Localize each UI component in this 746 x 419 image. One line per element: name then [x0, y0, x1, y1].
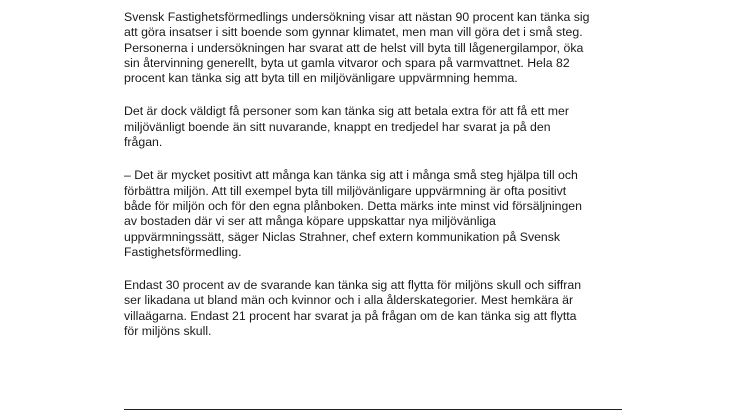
text-line: för miljöns skull. [124, 324, 212, 339]
text-line: förbättra miljön. Att till exempel byta till miljövänligare uppvärmning är ofta positivt [124, 183, 567, 198]
text-line: frågan. [124, 135, 163, 150]
paragraph-quote [124, 168, 650, 260]
text-line: Svensk Fastighetsförmedlings undersökning visar att nästan 90 procent kan tänka sig [124, 10, 590, 24]
text-line: ser likadana ut bland män och kvinnor och i alla ålderskategorier. Mest hemkära är [124, 293, 574, 308]
text-line: villaägarna. Endast 21 procent har svarat ja på frågan om de kan tänka sig att flytta [124, 308, 577, 323]
paragraph-moving [124, 278, 650, 339]
text-line: uppvärmningssätt, säger Niclas Strahner, chef extern kommunikation på Svensk [124, 229, 561, 244]
article-body [124, 10, 650, 357]
text-line: – Det är mycket positivt att många kan tänka sig att i många små steg hjälpa till och [124, 168, 578, 183]
text-line: sin återvinning generellt, byta ut gamla vitvaror och spara på varmvattnet. Hela 82 [124, 55, 570, 70]
text-line: av bostaden där vi ser att många köpare uppskattar nya miljövänliga [124, 214, 496, 229]
text-line: Fastighetsförmedling. [124, 244, 242, 259]
text-line: miljövänligt boende än sitt nuvarande, knappt en tredjedel har svarat ja på den [124, 119, 551, 134]
text-line: procent kan tänka sig att byta till en miljövänligare uppvärmning hemma. [124, 71, 518, 86]
text-line: både för miljön och för den egna plånboken. Detta märks inte minst vid försäljningen [124, 198, 582, 213]
paragraph-survey-intro [124, 10, 650, 86]
text-line: att göra insatser i sitt boende som gynnar klimatet, men man vill göra det i små steg. [124, 25, 583, 40]
text-line: Endast 30 procent av de svarande kan tänka sig att flytta för miljöns skull och siffran [124, 278, 582, 293]
paragraph-pay-extra [124, 104, 650, 150]
horizontal-divider [124, 409, 622, 410]
text-line: Personerna i undersökningen har svarat att de helst vill byta till lågenergilampor, öka [124, 40, 584, 55]
text-line: Det är dock väldigt få personer som kan tänka sig att betala extra för att få ett mer [124, 104, 569, 119]
